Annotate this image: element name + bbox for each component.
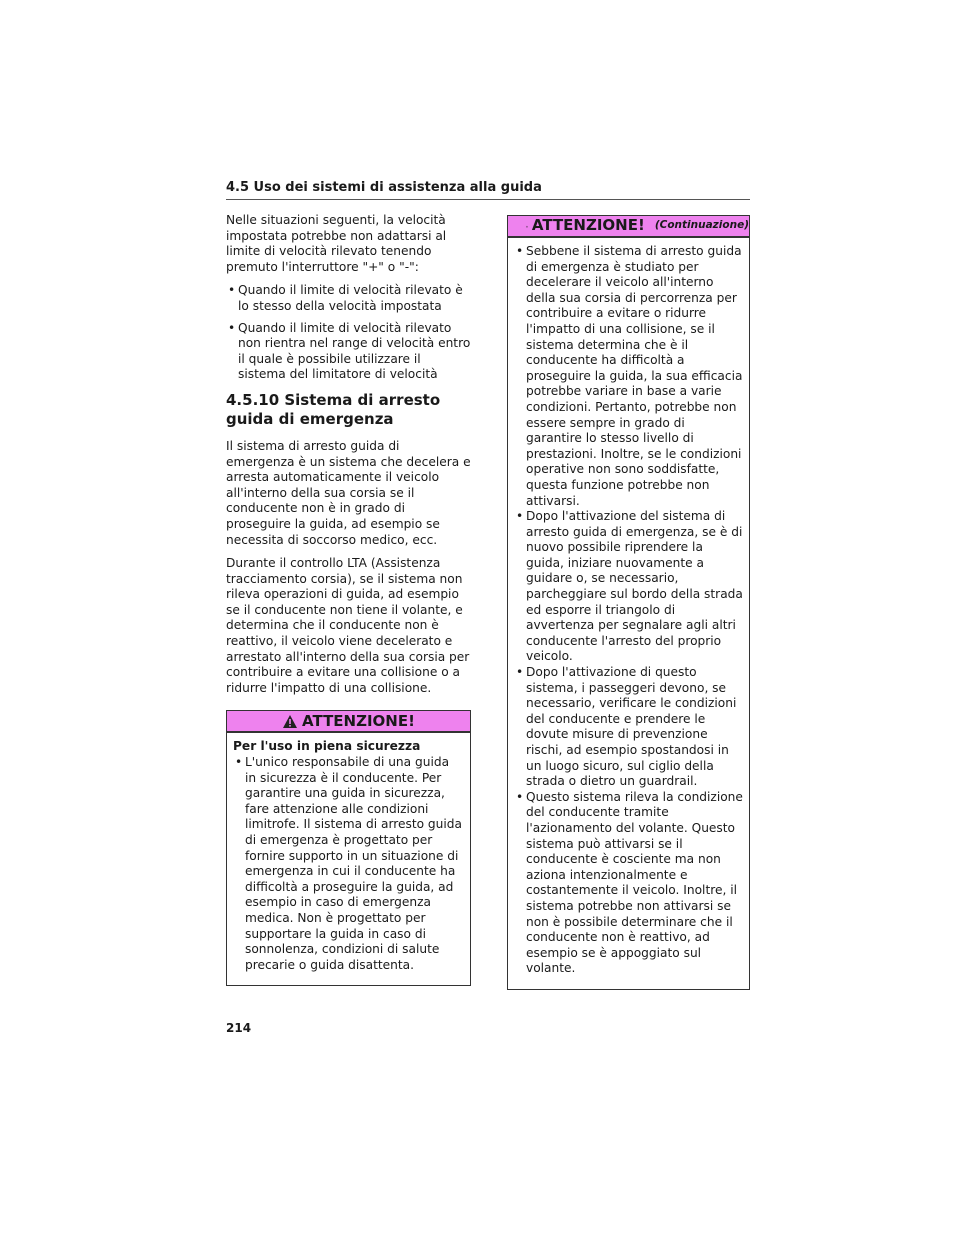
- list-item-text: L'unico responsabile di una guida in sicurezza è il conducente. Per garantire una guida in sicurezza, fare attenzione alle condizioni limitrofe. Il sistema di arresto guida di emergenza è progettato per fornire supporto in un situazione di emergenza in cui il conducente ha difficoltà a proseguire la guida, ad esempio in caso di emergenza medica. Non è progettato per supportare la guida in caso di sonnolenza, condizioni di salute precarie o guida disattenta.: [245, 755, 462, 972]
- warning-header: [227, 711, 470, 733]
- section-header: 4.5 Uso dei sistemi di assistenza alla guida: [226, 180, 542, 195]
- list-item: • Dopo l'attivazione di questo sistema, i passeggeri devono, se necessario, verificare le condizioni del conducente e prendere le dovute misure di prevenzione rischi, ad esempio spostandosi in un luogo sicuro, sul ciglio della strada o dietro un guardrail.: [516, 665, 737, 789]
- list-item-text: Sebbene il sistema di arresto guida di emergenza è studiato per decelerare il veicolo all'interno della sua corsia di percorrenza per contribuire a evitare o ridurre l'impatto di una collisione, se il sistema determina che è il conducente ha difficoltà a proseguire la guida, la sua efficacia potrebbe variare in base a varie condizioni. Pertanto, potrebbe non essere sempre in grado di garantire lo stesso livello di prestazioni. Inoltre, se le condizioni operative non sono soddisfatte, questa funzione potrebbe non attivarsi.: [526, 244, 743, 508]
- list-item-text: Questo sistema rileva la condizione del conducente tramite l'azionamento del volante. Questo sistema può attivarsi se il conducente è cosciente ma non aziona intenzionalmente e costantemente il veicolo. Inoltre, il sistema potrebbe non attivarsi se non è possibile determinare che il conducente non è reattivo, ad esempio se è appoggiato sul volante.: [526, 789, 743, 976]
- list-item: • Sebbene il sistema di arresto guida di emergenza è studiato per decelerare il veicolo all'interno della sua corsia di percorrenza per contribuire a evitare o ridurre l'impatto di una collisione, se il sistema determina che è il conducente ha difficoltà a proseguire la guida, la sua efficacia potrebbe variare in base a varie condizioni. Pertanto, potrebbe non essere sempre in grado di garantire lo stesso livello di prestazioni. Inoltre, se le condizioni operative non sono soddisfatte, questa funzione potrebbe non attivarsi.: [516, 244, 743, 508]
- warning-body: [227, 733, 470, 985]
- warning-triangle-icon: [282, 714, 298, 729]
- list-item: • Dopo l'attivazione del sistema di arresto guida di emergenza, se è di nuovo possibile riprendere la guida, iniziare nuovamente a guidare o, se necessario, parcheggiare sul bordo della strada ed esporre il triangolo di avvertenza per segnalare agli altri conducente l'arresto del proprio veicolo.: [516, 509, 743, 664]
- warning-box-continued: [507, 215, 750, 990]
- warning-box: [226, 710, 471, 986]
- body-paragraph: Il sistema di arresto guida di emergenza è un sistema che decelera e arresta automaticamente il veicolo all'interno della sua corsia se il conducente non è in grado di proseguire la guida, ad esempio se necessita di soccorso medico, ecc.: [226, 438, 471, 547]
- list-item: • Quando il limite di velocità rilevato è lo stesso della velocità impostata: [228, 283, 463, 313]
- list-item: • Quando il limite di velocità rilevato non rientra nel range di velocità entro il quale è possibile utilizzare il sistema del limitatore di velocità: [228, 320, 471, 382]
- list-item: • L'unico responsabile di una guida in sicurezza è il conducente. Per garantire una guida in sicurezza, fare attenzione alle condizioni limitrofe. Il sistema di arresto guida di emergenza è progettato per fornire supporto in un situazione di emergenza in cui il conducente ha difficoltà a proseguire la guida, ad esempio in caso di emergenza medica. Non è progettato per supportare la guida in caso di sonnolenza, condizioni di salute precarie o guida disattenta.: [235, 755, 462, 972]
- intro-bullet-list: [226, 283, 471, 383]
- list-item-text: Quando il limite di velocità rilevato è lo stesso della velocità impostata: [238, 283, 463, 313]
- warning-title: ATTENZIONE!: [302, 711, 415, 730]
- warning-triangle-icon: [526, 219, 528, 234]
- list-item-text: Dopo l'attivazione di questo sistema, i passeggeri devono, se necessario, verificare le condizioni del conducente e prendere le dovute misure di prevenzione rischi, ad esempio spostandosi in un luogo sicuro, sul ciglio della strada o dietro un guardrail.: [526, 665, 737, 789]
- intro-paragraph: Nelle situazioni seguenti, la velocità impostata potrebbe non adattarsi al limite di velocità rilevato tenendo premuto l'interruttore "+" o "-":: [226, 213, 447, 274]
- warning-bullet-list: [233, 755, 464, 973]
- list-item: • Questo sistema rileva la condizione del conducente tramite l'azionamento del volante. Questo sistema può attivarsi se il conducente è cosciente ma non aziona intenzionalmente e costantemente il veicolo. Inoltre, il sistema potrebbe non attivarsi se non è possibile determinare che il conducente non è reattivo, ad esempio se è appoggiato sul volante.: [516, 789, 743, 976]
- list-item-text: Quando il limite di velocità rilevato non rientra nel range di velocità entro il quale è possibile utilizzare il sistema del limitatore di velocità: [238, 320, 471, 382]
- left-column: [226, 213, 471, 986]
- warning-bullet-list: [514, 244, 743, 977]
- warning-continuation-label: (Continuazione): [654, 219, 749, 232]
- body-paragraph: Durante il controllo LTA (Assistenza tracciamento corsia), se il sistema non rileva operazioni di guida, ad esempio se il conducente non tiene il volante, e determina che il conducente non è reattivo, il veicolo viene decelerato e arrestato all'interno della sua corsia per contribuire a evitare una collisione o a ridurre l'impatto di una collisione.: [226, 556, 470, 695]
- header-divider: [226, 199, 750, 200]
- page-number: 214: [226, 1021, 252, 1035]
- warning-body: [508, 238, 749, 989]
- section-heading: 4.5.10 Sistema di arresto guida di emergenza: [226, 390, 441, 428]
- warning-title: ATTENZIONE!: [531, 216, 645, 235]
- right-column: [507, 215, 750, 990]
- warning-subtitle: Per l'uso in piena sicurezza: [233, 739, 421, 754]
- list-item-text: Dopo l'attivazione del sistema di arresto guida di emergenza, se è di nuovo possibile riprendere la guida, iniziare nuovamente a guidare o, se necessario, parcheggiare sul bordo della strada ed esporre il triangolo di avvertenza per segnalare agli altri conducente l'arresto del proprio veicolo.: [526, 509, 743, 664]
- warning-header: [508, 216, 749, 238]
